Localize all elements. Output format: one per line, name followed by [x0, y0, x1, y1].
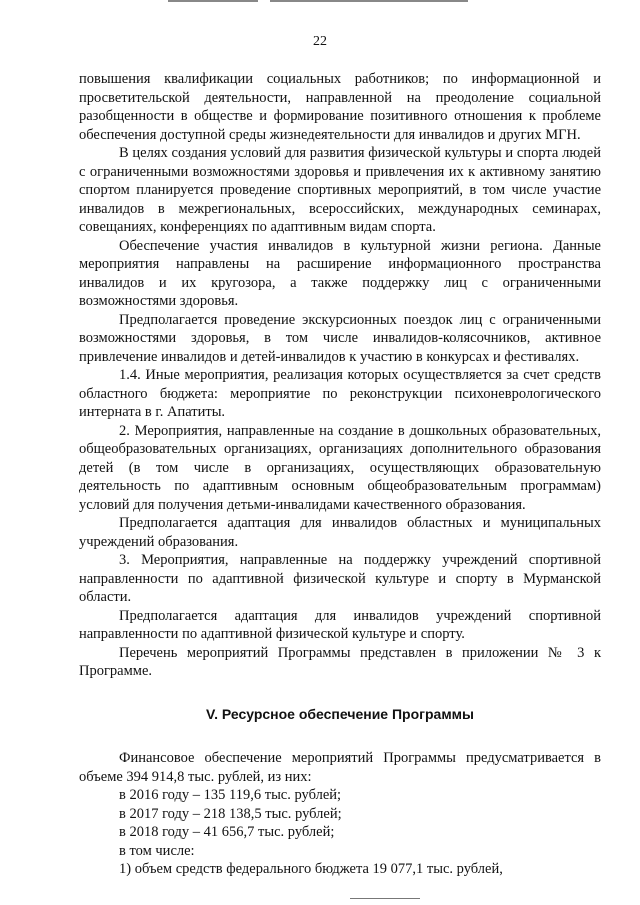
- funding-line: 1) объем средств федерального бюджета 19 077,1 тыс. рублей,: [119, 861, 503, 877]
- paragraph: Предполагается адаптация для инвалидов учреждений спортивной направленности по адаптивной физической культуре и спорту.: [79, 607, 601, 642]
- paragraph: Предполагается проведение экскурсионных поездок лиц с ограниченными возможностями здоровья, в том числе инвалидов-колясочников, активное привлечение инвалидов и детей-инвалидов к участию в конкурсах и фестивалях.: [79, 311, 601, 365]
- paragraph: 3. Мероприятия, направленные на поддержку учреждений спортивной направленности по адаптивной физической культуре и спорту в Мурманской области.: [79, 552, 601, 605]
- page-number: 22: [313, 34, 327, 49]
- bottom-edge-rule: [350, 898, 420, 899]
- paragraph: 2. Мероприятия, направленные на создание в дошкольных образовательных, общеобразовательных организациях, организациях дополнительного образования детей (в том числе в организациях, осуществляющих образовательную деятельность по адаптивным основным общеобразовательным программам) условий для получения детьми-инвалидами качественного образования.: [79, 422, 601, 513]
- section-heading: V. Ресурсное обеспечение Программы: [206, 705, 474, 722]
- funding-line: в 2016 году – 135 119,6 тыс. рублей;: [119, 787, 342, 803]
- paragraph: Финансовое обеспечение мероприятий Программы предусматривается в объеме 394 914,8 тыс. рублей, из них:: [79, 750, 601, 785]
- paragraph: повышения квалификации социальных работников; по информационной и просветительской деятельности, направленной на преодоление социальной разобщенности в обществе и формирование позитивного отношения к проблеме обеспечения доступной среды жизнедеятельности для инвалидов и других МГН.: [79, 71, 601, 143]
- top-edge-rule: [168, 0, 468, 2]
- paragraph: Предполагается адаптация для инвалидов областных и муниципальных учреждений образования.: [79, 515, 601, 550]
- funding-line: в 2017 году – 218 138,5 тыс. рублей;: [119, 805, 342, 822]
- paragraph: В целях создания условий для развития физической культуры и спорта людей с ограниченными возможностями здоровья и привлечения их к активному занятию спортом планируется проведение спортивных мероприятий, в том числе участие инвалидов в межрегиональных, всероссийских, международных семинарах, совещаниях, конференциях по адаптивным видам спорта.: [79, 145, 601, 235]
- funding-line: в том числе:: [119, 842, 195, 859]
- document-body: [79, 70, 601, 879]
- paragraph: Перечень мероприятий Программы представлен в приложении № 3 к Программе.: [79, 644, 601, 679]
- paragraph: 1.4. Иные мероприятия, реализация которых осуществляется за счет средств областного бюджета: мероприятие по реконструкции психоневрологического интерната в г. Апатиты.: [79, 367, 601, 420]
- funding-line: в 2018 году – 41 656,7 тыс. рублей;: [119, 824, 335, 840]
- paragraph: Обеспечение участия инвалидов в культурной жизни региона. Данные мероприятия направлены на расширение информационного пространства инвалидов и их кругозора, а также поддержку лиц с ограниченными возможностями здоровья.: [79, 237, 601, 309]
